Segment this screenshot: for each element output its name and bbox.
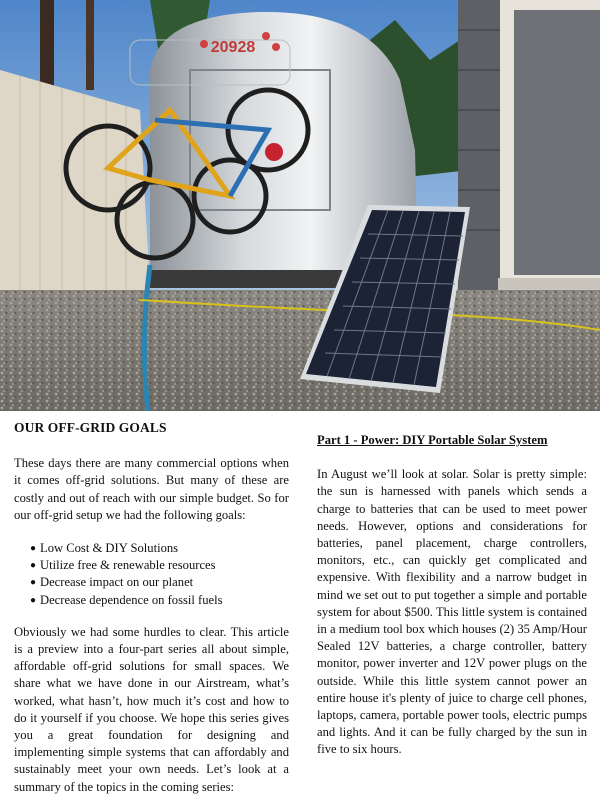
list-item: ● Low Cost & DIY Solutions <box>32 540 289 557</box>
trailer-number: 20928 <box>210 39 256 56</box>
left-column <box>14 419 289 796</box>
intro-paragraph: These days there are many commercial options when it comes off-grid solutions. But many of these are costly and out of reach with our simple budget. So for our off-grid setup we had the following goals: <box>14 456 289 522</box>
body-paragraph: Obviously we had some hurdles to clear. This article is a preview into a four-part series all about simple, affordable off-grid solutions for small spaces. We share what we have done in our Airstream, what’s worked, what hasn’t, how much it’s cost and how to do it yourself if you choose. We hope this series gives you a great foundation for designing and implementing simple systems that can affordably and sustainably meet your own needs. Let’s look at a summary of the topics in the coming series: <box>14 624 289 794</box>
list-item: ● Decrease impact on our planet <box>32 574 289 591</box>
goals-list <box>14 540 289 609</box>
right-column <box>317 419 587 759</box>
solar-paragraph: In August we’ll look at solar. Solar is pretty simple: the sun is harnessed with panels which sends a charge to batteries that can be used to meet power needs. However, options and considerations for batteries, panel placement, charge controllers, monitors, etc., can quickly get complicated and expensive. With flexibility and a narrow budget in mind we set out to put together a simple and portable system for about $500. This little system is contained in a medium tool box which houses (2) 35 Amp/Hour Sealed 12V batteries, a charge controller, battery monitor, power inverter and 12V power plugs on the outside. While this little system cannot power an entire house it's plenty of juice to charge cell phones, laptops, camera, portable power tools, electric pumps and lights. And it can be fully charged by the sun in five to six hours. <box>317 467 587 757</box>
list-item: ● Decrease dependence on fossil fuels <box>32 592 289 609</box>
section-subheading: Part 1 - Power: DIY Portable Solar System <box>317 433 548 447</box>
house-siding <box>458 0 600 300</box>
article-heading: OUR OFF-GRID GOALS <box>14 420 167 435</box>
list-item: ● Utilize free & renewable resources <box>32 557 289 574</box>
